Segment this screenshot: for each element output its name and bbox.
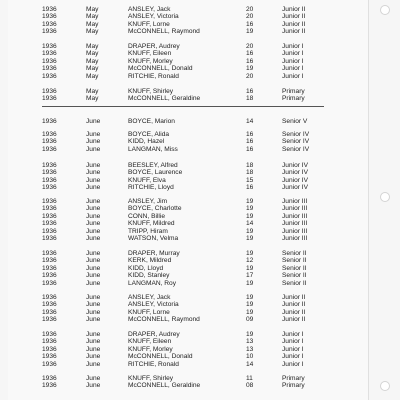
record-grade: Junior II: [282, 294, 306, 301]
record-day: 16: [246, 20, 254, 28]
record-year: 1936: [42, 345, 57, 353]
record-day: 19: [246, 205, 254, 213]
record-grade: Junior I: [282, 360, 304, 368]
record-name: BOYCE, Charlotte: [128, 205, 182, 213]
record-year: 1936: [42, 227, 57, 235]
record-name: DRAPER, Audrey: [128, 331, 180, 338]
record-month: June: [86, 205, 101, 213]
record-month: June: [86, 375, 101, 382]
record-year: 1936: [42, 20, 57, 28]
record-month: May: [86, 95, 99, 103]
record-day: 19: [246, 227, 254, 235]
record-year: 1936: [42, 65, 57, 73]
record-month: May: [86, 28, 99, 36]
record-day: 08: [246, 382, 254, 390]
record-grade: Senior V: [282, 118, 308, 125]
table-row: [0, 280, 360, 288]
record-month: June: [86, 294, 101, 301]
record-day: 19: [246, 65, 254, 73]
record-year: 1936: [42, 331, 57, 338]
table-row: [0, 118, 360, 126]
record-grade: Junior II: [282, 13, 306, 21]
table-row: [0, 184, 360, 192]
record-day: 16: [246, 88, 254, 95]
record-day: 13: [246, 345, 254, 353]
record-day: 19: [246, 331, 254, 338]
record-name: RITCHIE, Ronald: [128, 72, 179, 80]
record-name: ANSLEY, Victoria: [128, 13, 179, 21]
record-year: 1936: [42, 13, 57, 21]
record-day: 19: [246, 250, 254, 257]
record-name: KNUFF, Elva: [128, 176, 166, 184]
record-year: 1936: [42, 338, 57, 346]
record-grade: Junior I: [282, 72, 304, 80]
record-year: 1936: [42, 145, 57, 153]
record-day: 16: [246, 131, 254, 138]
record-month: June: [86, 257, 101, 265]
record-year: 1936: [42, 264, 57, 272]
record-year: 1936: [42, 95, 57, 103]
record-grade: Junior I: [282, 331, 304, 338]
record-grade: Senior II: [282, 272, 307, 280]
record-grade: Junior II: [282, 28, 306, 36]
record-month: June: [86, 184, 101, 192]
table-row: [0, 316, 360, 324]
record-day: 20: [246, 6, 254, 13]
record-day: 19: [246, 279, 254, 287]
record-month: June: [86, 382, 101, 390]
record-grade: Senior II: [282, 250, 307, 257]
record-day: 19: [246, 294, 254, 301]
record-year: 1936: [42, 220, 57, 228]
record-grade: Senior II: [282, 257, 307, 265]
record-month: May: [86, 13, 99, 21]
record-day: 16: [246, 184, 254, 192]
record-name: ANSLEY, Jim: [128, 198, 168, 205]
record-day: 11: [246, 375, 253, 382]
record-day: 12: [246, 257, 254, 265]
record-grade: Senior IV: [282, 138, 310, 146]
record-day: 09: [246, 316, 254, 324]
record-month: May: [86, 65, 99, 73]
record-grade: Junior III: [282, 212, 308, 220]
record-year: 1936: [42, 375, 57, 382]
record-month: June: [86, 138, 101, 146]
record-name: LANGMAN, Roy: [128, 279, 176, 287]
record-name: LANGMAN, Miss: [128, 145, 178, 153]
record-month: June: [86, 169, 101, 177]
table-row: [0, 382, 360, 390]
record-month: June: [86, 316, 101, 324]
record-day: 16: [246, 50, 254, 58]
record-month: May: [86, 88, 99, 95]
record-year: 1936: [42, 138, 57, 146]
table-row: [0, 95, 360, 103]
record-year: 1936: [42, 6, 57, 13]
record-grade: Junior I: [282, 338, 304, 346]
record-day: 16: [246, 145, 254, 153]
record-year: 1936: [42, 131, 57, 138]
record-name: KIDD, Hazel: [128, 138, 165, 146]
record-day: 20: [246, 13, 254, 21]
record-year: 1936: [42, 257, 57, 265]
record-name: KNUFF, Shirley: [128, 88, 174, 95]
record-name: KNUFF, Shirley: [128, 375, 174, 382]
record-name: KNUFF, Lorne: [128, 20, 170, 28]
record-month: May: [86, 72, 99, 80]
record-year: 1936: [42, 169, 57, 177]
record-grade: Junior I: [282, 50, 304, 58]
record-day: 19: [246, 264, 254, 272]
record-grade: Junior I: [282, 353, 304, 361]
record-month: June: [86, 145, 101, 153]
table-row: [0, 28, 360, 36]
record-grade: Junior II: [282, 316, 306, 324]
record-day: 19: [246, 28, 254, 36]
record-name: BOYCE, Laurence: [128, 169, 183, 177]
record-month: June: [86, 131, 101, 138]
record-year: 1936: [42, 272, 57, 280]
record-name: CONN, Billie: [128, 212, 166, 220]
record-day: 18: [246, 162, 254, 169]
record-year: 1936: [42, 212, 57, 220]
record-grade: Senior II: [282, 279, 307, 287]
table-row: [0, 73, 360, 81]
record-month: June: [86, 353, 101, 361]
record-name: McCONNELL, Geraldine: [128, 95, 201, 103]
record-grade: Junior II: [282, 6, 306, 13]
record-grade: Junior IV: [282, 162, 309, 169]
record-name: McCONNELL, Geraldine: [128, 382, 201, 390]
record-name: KNUFF, Eileen: [128, 338, 172, 346]
record-year: 1936: [42, 57, 57, 65]
record-year: 1936: [42, 301, 57, 309]
record-month: June: [86, 162, 101, 169]
record-name: ANSLEY, Victoria: [128, 301, 179, 309]
record-grade: Junior IV: [282, 176, 309, 184]
record-year: 1936: [42, 88, 57, 95]
record-month: June: [86, 250, 101, 257]
record-year: 1936: [42, 353, 57, 361]
record-name: KIDD, Lloyd: [128, 264, 164, 272]
record-grade: Primary: [282, 95, 305, 103]
record-month: June: [86, 198, 101, 205]
record-month: June: [86, 118, 101, 125]
record-day: 13: [246, 338, 254, 346]
record-name: BOYCE, Alida: [128, 131, 170, 138]
record-month: June: [86, 272, 101, 280]
record-grade: Junior IV: [282, 184, 309, 192]
record-month: May: [86, 6, 99, 13]
record-grade: Junior II: [282, 301, 306, 309]
record-day: 19: [246, 308, 254, 316]
record-year: 1936: [42, 50, 57, 58]
table-row: [0, 235, 360, 243]
record-day: 14: [246, 118, 254, 125]
record-name: KNUFF, Eileen: [128, 50, 172, 58]
record-year: 1936: [42, 198, 57, 205]
record-month: June: [86, 227, 101, 235]
record-month: May: [86, 57, 99, 65]
record-name: McCONNELL, Raymond: [128, 28, 200, 36]
record-day: 18: [246, 95, 254, 103]
record-year: 1936: [42, 28, 57, 36]
record-name: KERK, Mildred: [128, 257, 172, 265]
record-day: 19: [246, 212, 254, 220]
record-day: 20: [246, 72, 254, 80]
record-day: 19: [246, 301, 254, 309]
record-day: 16: [246, 57, 254, 65]
record-month: June: [86, 308, 101, 316]
record-month: June: [86, 264, 101, 272]
record-name: DRAPER, Audrey: [128, 43, 180, 50]
record-month: June: [86, 212, 101, 220]
record-name: McCONNELL, Raymond: [128, 316, 200, 324]
record-grade: Senior II: [282, 264, 307, 272]
record-grade: Primary: [282, 375, 305, 382]
record-grade: Primary: [282, 382, 305, 390]
record-month: June: [86, 279, 101, 287]
record-day: 19: [246, 198, 254, 205]
record-name: RITCHIE, Lloyd: [128, 184, 174, 192]
record-name: DRAPER, Murray: [128, 250, 180, 257]
record-year: 1936: [42, 184, 57, 192]
record-year: 1936: [42, 205, 57, 213]
record-year: 1936: [42, 162, 57, 169]
record-year: 1936: [42, 250, 57, 257]
record-year: 1936: [42, 382, 57, 390]
record-name: BEESLEY, Alfred: [128, 162, 178, 169]
record-year: 1936: [42, 360, 57, 368]
record-month: May: [86, 43, 99, 50]
record-day: 18: [246, 169, 254, 177]
record-day: 10: [246, 353, 254, 361]
record-grade: Junior III: [282, 220, 308, 228]
record-grade: Junior II: [282, 308, 306, 316]
record-month: June: [86, 345, 101, 353]
record-day: 16: [246, 138, 254, 146]
record-grade: Junior II: [282, 20, 306, 28]
record-name: McCONNELL, Donald: [128, 353, 193, 361]
record-day: 14: [246, 220, 254, 228]
record-month: June: [86, 235, 101, 242]
record-name: McCONNELL, Donald: [128, 65, 193, 73]
record-grade: Junior III: [282, 205, 308, 213]
record-year: 1936: [42, 316, 57, 324]
record-name: BOYCE, Marion: [128, 118, 175, 125]
record-month: May: [86, 50, 99, 58]
record-day: 17: [246, 272, 254, 280]
record-name: WATSON, Velma: [128, 235, 179, 242]
record-day: 15: [246, 176, 254, 184]
record-month: June: [86, 176, 101, 184]
record-grade: Junior III: [282, 235, 308, 242]
table-row: [0, 146, 360, 154]
record-month: June: [86, 331, 101, 338]
record-name: TRIPP, Hiram: [128, 227, 168, 235]
record-year: 1936: [42, 235, 57, 242]
record-year: 1936: [42, 118, 57, 125]
record-grade: Senior IV: [282, 131, 310, 138]
record-year: 1936: [42, 294, 57, 301]
record-name: ANSLEY, Jack: [128, 6, 171, 13]
record-grade: Primary: [282, 88, 305, 95]
record-grade: Junior I: [282, 65, 304, 73]
record-year: 1936: [42, 43, 57, 50]
record-grade: Junior III: [282, 227, 308, 235]
record-name: ANSLEY, Jack: [128, 294, 171, 301]
record-grade: Senior IV: [282, 145, 310, 153]
record-month: June: [86, 360, 101, 368]
record-name: KNUFF, Mildred: [128, 220, 175, 228]
record-grade: Junior I: [282, 43, 304, 50]
record-name: RITCHIE, Ronald: [128, 360, 179, 368]
record-grade: Junior I: [282, 57, 304, 65]
record-year: 1936: [42, 279, 57, 287]
record-month: June: [86, 338, 101, 346]
table-row: [0, 361, 360, 369]
record-name: KNUFF, Morley: [128, 57, 173, 65]
record-grade: Junior I: [282, 345, 304, 353]
record-year: 1936: [42, 72, 57, 80]
record-name: KIDD, Stanley: [128, 272, 170, 280]
record-name: KNUFF, Morley: [128, 345, 173, 353]
record-grade: Junior IV: [282, 169, 309, 177]
record-grade: Junior III: [282, 198, 308, 205]
record-day: 20: [246, 43, 254, 50]
record-name: KNUFF, Lorne: [128, 308, 170, 316]
record-year: 1936: [42, 308, 57, 316]
record-month: June: [86, 301, 101, 309]
record-day: 19: [246, 235, 254, 242]
record-month: June: [86, 220, 101, 228]
record-day: 14: [246, 360, 254, 368]
record-year: 1936: [42, 176, 57, 184]
record-month: May: [86, 20, 99, 28]
